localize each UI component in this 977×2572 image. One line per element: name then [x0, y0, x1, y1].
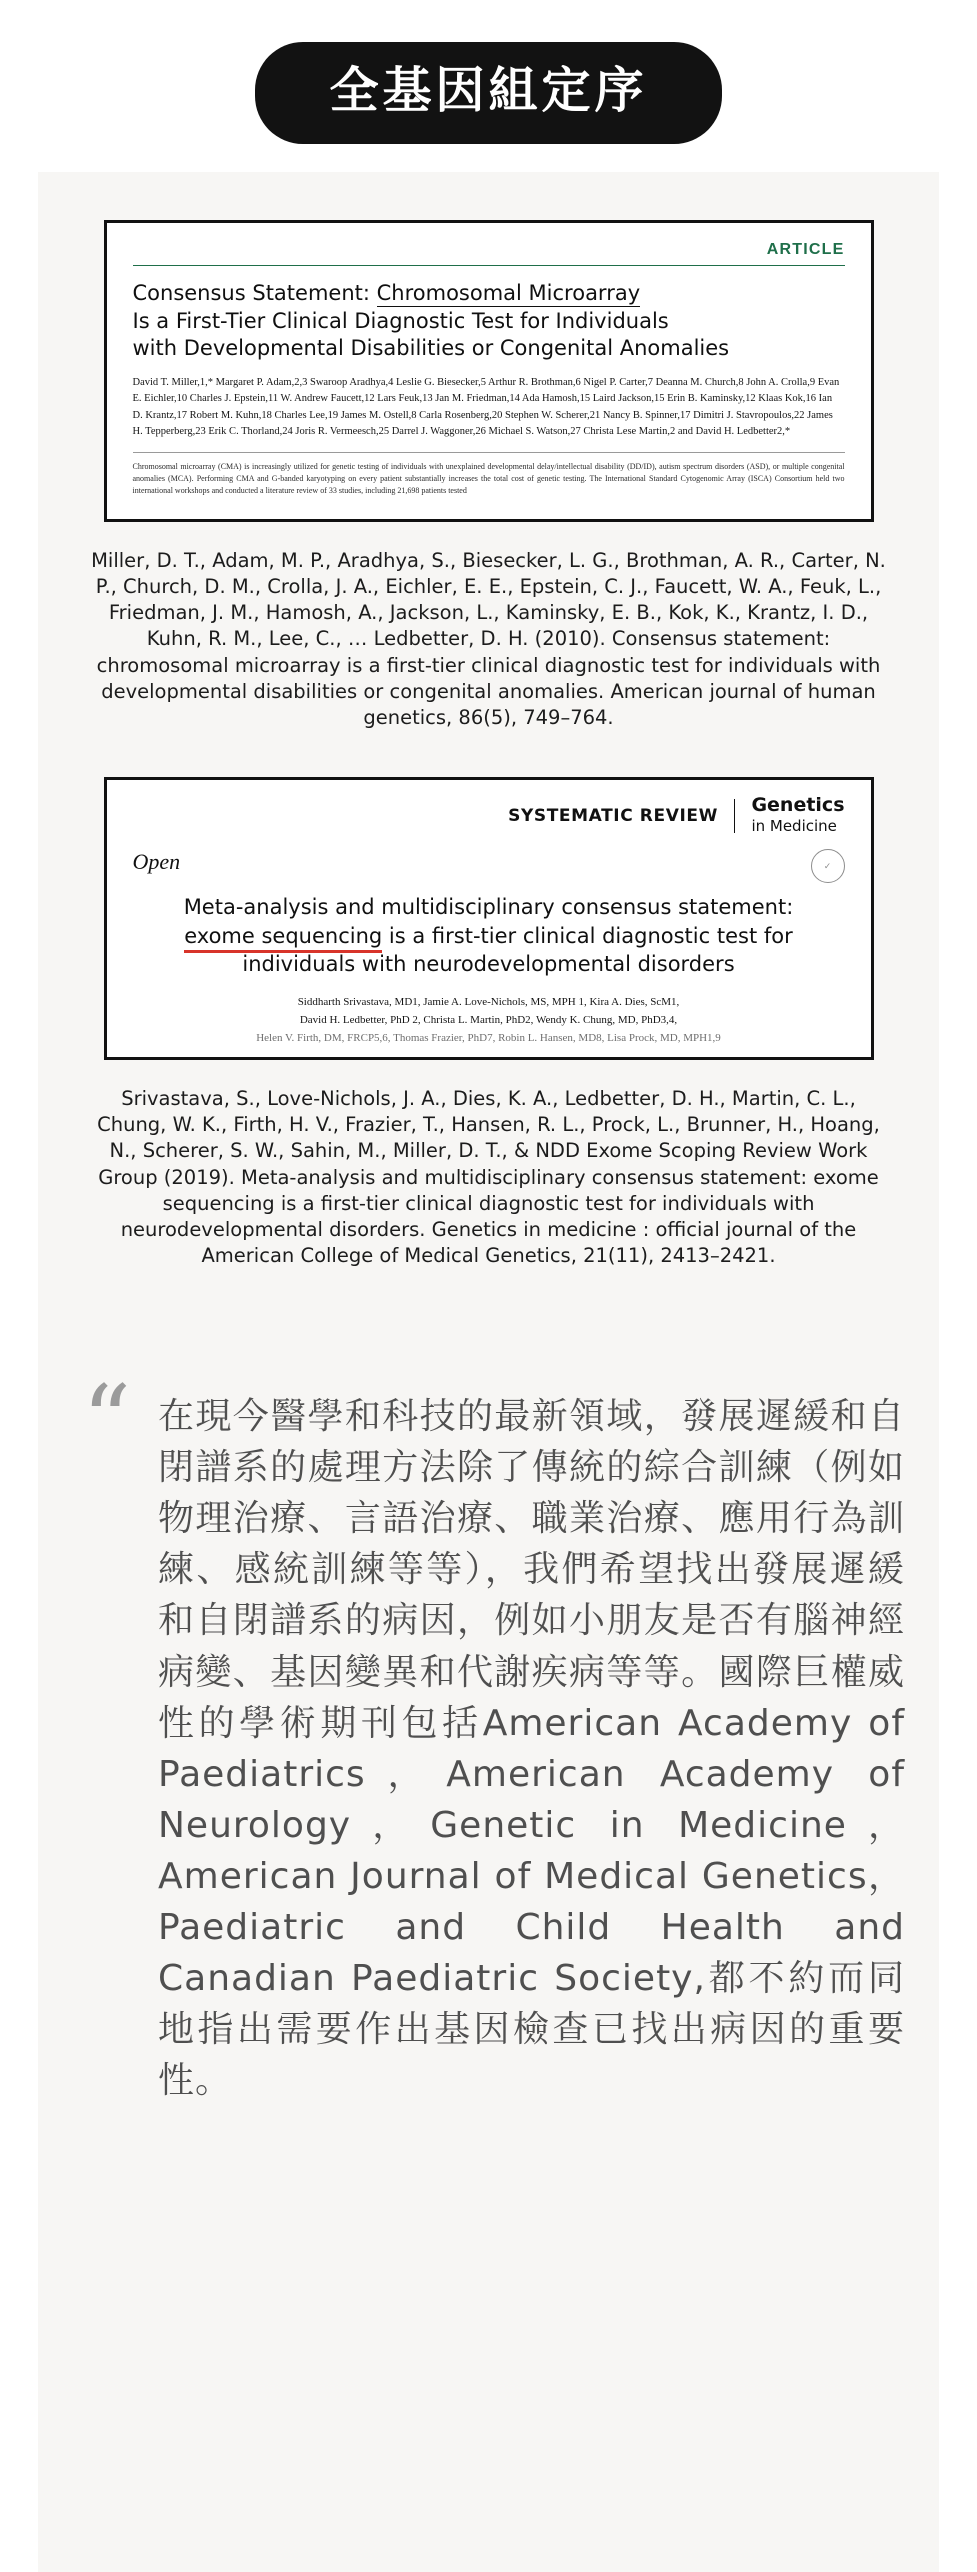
- paper-1-title-line1-pre: Consensus Statement:: [132, 280, 377, 305]
- quote-section: [38, 1365, 939, 2167]
- header-divider: [734, 799, 736, 833]
- journal-line1: Genetics: [751, 793, 845, 816]
- paper-2-authors-line3: Helen V. Firth, DM, FRCP5,6, Thomas Frazier, PhD7, Robin L. Hansen, MD8, Lisa Prock, MD, MPH1,9: [256, 1032, 721, 1045]
- spacer-1: [38, 731, 939, 777]
- paper-2-title-line3: individuals with neurodevelopmental disorders: [242, 952, 735, 977]
- paper-2-title-highlight: exome sequencing: [184, 924, 382, 953]
- paper-2-title-line2-rest: is a first-tier clinical diagnostic test for: [382, 923, 793, 948]
- paper-1-authors: David T. Miller,1,* Margaret P. Adam,2,3 Swaroop Aradhya,4 Leslie G. Biesecker,5 Arthur R. Brothman,6 Nigel P. Carter,7 Deanna M. Church,8 John A. Crolla,9 Evan E. Eichler,10 Charles J. Epstein,11 W. Andrew Faucett,12 Lars Feuk,13 Jan M. Friedman,14 Ada Hamosh,15 Laird Jackson,15 Erin B. Kaminsky,12 Klaas Kok,16 Ian D. Krantz,17 Robert M. Kuhn,18 Charles Lee,19 James M. Ostell,8 Carla Rosenberg,20 Stephen W. Scherer,21 Nancy B. Spinner,17 Dimitri J. Stavropoulos,22 James H. Tepperberg,23 Erik C. Thorland,24 Joris R. Vermeesch,25 Darrel J. Waggoner,26 Michael S. Watson,27 Christa Lese Martin,2 and David H. Ledbetter2,*: [132, 377, 840, 437]
- citation-1: Miller, D. T., Adam, M. P., Aradhya, S., Biesecker, L. G., Brothman, A. R., Carter, N. P., Church, D. M., Crolla, J. A., Eichler, E. E., Epstein, C. J., Faucett, W. A., Feuk, L., Friedman, J. M., Hamosh, A., Jackson, L., Kaminsky, E. B., Kok, K., Krantz, I. D., Kuhn, R. M., Lee, C., … Ledbetter, D. H. (2010). Consensus statement: chromosomal microarray is a first-tier clinical diagnostic test for individuals with developmental disabilities or congenital anomalies. American journal of human genetics, 86(5), 749–764.: [91, 549, 886, 729]
- spacer-2: [38, 1269, 939, 1321]
- article-label: ARTICLE: [133, 241, 845, 266]
- paper-1-title-line2: Is a First-Tier Clinical Diagnostic Test for Individuals: [132, 308, 669, 333]
- paper-1-title-underlined: Chromosomal Microarray: [376, 280, 641, 305]
- systematic-review-label: SYSTEMATIC REVIEW: [508, 805, 718, 826]
- paper-2-authors-line2: David H. Ledbetter, PhD 2, Christa L. Martin, PhD2, Wendy K. Chung, MD, PhD3,4,: [299, 1013, 678, 1026]
- paper-2-header: [133, 793, 845, 845]
- journal-name: [751, 793, 845, 835]
- citation-2: Srivastava, S., Love-Nichols, J. A., Dies, K. A., Ledbetter, D. H., Martin, C. L., Chung, W. K., Firth, H. V., Frazier, T., Hansen, R. L., Prock, L., Brunner, H., Hoang, N., Scherer, S. W., Sahin, M., Miller, D. T., & NDD Exome Scoping Review Work Group (2019). Meta-analysis and multidisciplinary consensus statement: exome sequencing is a first-tier clinical diagnostic test for individuals with neurodevelopmental disorders. Genetics in medicine : official journal of the American College of Medical Genetics, 21(11), 2413–2421.: [97, 1087, 880, 1267]
- quote-text: 在現今醫學和科技的最新領域，發展遲緩和自閉譜系的處理方法除了傳統的綜合訓練（例如物理治療、言語治療、職業治療、應用行為訓練、感統訓練等等），我們希望找出發展遲緩和自閉譜系的病因，例如小朋友是否有腦神經病變、基因變異和代謝疾病等等。國際巨權威性的學術期刊包括American Academy of Paediatrics，American Academy of Neurology，Genetic in Medicine，American Journal of Medical Genetics，Paediatric and Child Health and Canadian Paediatric Society,都不約而同地指出需要作出基因檢查已找出病因的重要性。: [158, 1396, 905, 2102]
- paper-2-open-row: [133, 849, 845, 883]
- open-access-label: Open: [132, 849, 181, 875]
- paper-1-abstract: Chromosomal microarray (CMA) is increasingly utilized for genetic testing of individuals with unexplained developmental delay/intellectual disability (DD/ID), autism spectrum disorders (ASD), or multiple congenital anomalies (MCA). Performing CMA and G-banded karyotyping on every patient substantially increases the total cost of genetic testing. The International Standard Cytogenomic Array (ISCA) Consortium held two international workshops and conducted a literature review of 33 studies, including 21,698 patients tested: [133, 452, 845, 497]
- content-card: [38, 172, 939, 2572]
- paper-thumbnail-1: [104, 220, 874, 522]
- page-title: 全基因組定序: [255, 42, 721, 144]
- paper-2-title: [133, 893, 845, 979]
- paper-thumbnail-2: [104, 777, 874, 1060]
- paper-2-authors: [133, 993, 845, 1047]
- journal-line2: in Medicine: [751, 816, 837, 835]
- paper-1-title: [133, 280, 845, 363]
- paper-2-authors-line1: Siddharth Srivastava, MD1, Jamie A. Love-Nichols, MS, MPH 1, Kira A. Dies, ScM1,: [297, 995, 680, 1008]
- check-badge-icon: ✓: [811, 849, 845, 883]
- paper-2-title-line1: Meta-analysis and multidisciplinary consensus statement:: [183, 895, 794, 920]
- title-section: [0, 0, 977, 144]
- paper-1-title-line3: with Developmental Disabilities or Congenital Anomalies: [132, 336, 730, 361]
- quote-mark-icon: “: [82, 1365, 132, 1478]
